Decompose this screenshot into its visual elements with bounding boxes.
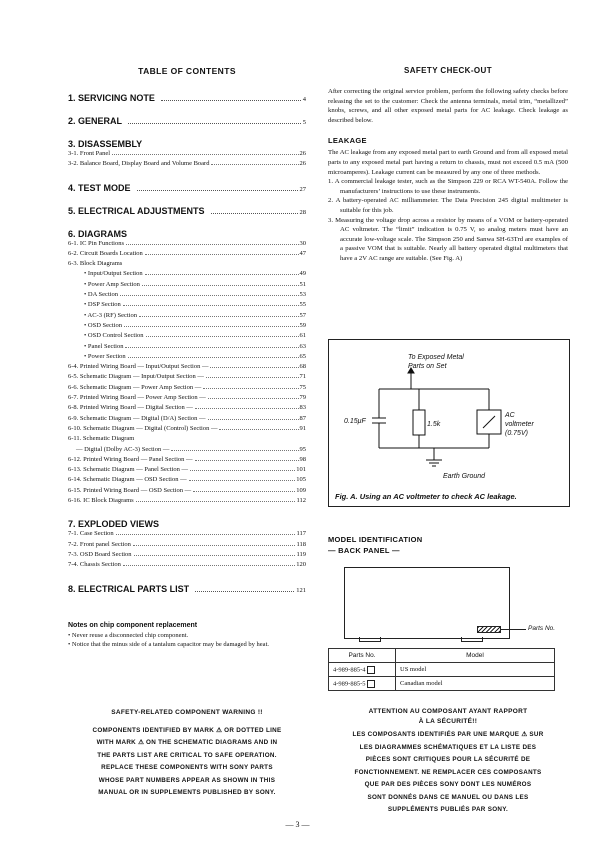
toc-entry[interactable] bbox=[68, 475, 306, 485]
toc-entry-page: 51 bbox=[299, 280, 306, 288]
toc-title: TABLE OF CONTENTS bbox=[138, 66, 236, 76]
toc-entry[interactable] bbox=[68, 403, 306, 413]
toc-entry-label: • OSD Section bbox=[84, 321, 123, 329]
safety-warning-fr-line: FONCTIONNEMENT. NE REMPLACER CES COMPOSANTS bbox=[354, 768, 542, 776]
toc-entry-label: 6-6. Schematic Diagram — Power Amp Section — bbox=[68, 383, 202, 391]
toc-entry-label: • DA Section bbox=[84, 291, 119, 299]
toc-entry-label: 6-10. Schematic Diagram — Digital (Control) Section — bbox=[68, 424, 218, 432]
safety-warning-fr-line: LES COMPOSANTS IDENTIFIÉS PAR UNE MARQUE ⚠ SUR bbox=[352, 731, 544, 738]
toc-entry-page: 109 bbox=[296, 486, 306, 494]
parts-label-sticker bbox=[477, 626, 501, 633]
fig-label-capacitor: 0.15μF bbox=[344, 418, 366, 425]
safety-warning-en-title: SAFETY-RELATED COMPONENT WARNING !! bbox=[111, 709, 263, 716]
toc-entry[interactable] bbox=[68, 239, 306, 249]
toc-entry-page: 112 bbox=[296, 497, 306, 505]
fig-label-exposed-metal: To Exposed Metal bbox=[408, 354, 464, 361]
toc-entry-page: 98 bbox=[299, 455, 306, 463]
figure-a bbox=[328, 339, 570, 507]
leakage-test-circuit bbox=[329, 340, 569, 490]
toc-entry-page: 118 bbox=[296, 540, 306, 548]
toc-entry-label: 6-1. IC Pin Functions bbox=[68, 239, 124, 247]
toc-entry-page: 101 bbox=[296, 466, 306, 474]
leakage-text: The AC leakage from any exposed metal part to earth Ground and from all exposed metal parts to any exposed metal part having a return to chassis, must not exceed 0.5 mA (500 microamperes). Leakage current can be measured by any one of three methods. bbox=[328, 149, 568, 176]
toc-entry-label: 6-8. Printed Wiring Board — Digital Section — bbox=[68, 404, 193, 412]
fig-label-earth-ground: Earth Ground bbox=[443, 473, 486, 480]
toc-section-diagrams[interactable]: 6. DIAGRAMS bbox=[68, 228, 128, 239]
toc-entry[interactable] bbox=[68, 149, 306, 159]
toc-section-disassembly[interactable]: 3. DISASSEMBLY bbox=[68, 139, 143, 149]
toc-entry-label: 6-9. Schematic Diagram — Digital (D/A) Section — bbox=[68, 414, 206, 422]
toc-entry-label: 3-2. Balance Board, Display Board and Volume Board bbox=[68, 160, 210, 168]
safety-warning-en-line: MANUAL OR IN SUPPLEMENTS PUBLISHED BY SONY. bbox=[98, 789, 276, 796]
safety-warning-en bbox=[68, 707, 306, 800]
safety-warning-en-line: REPLACE THESE COMPONENTS WITH SONY PARTS bbox=[101, 764, 273, 771]
leakage-title: LEAKAGE bbox=[328, 136, 367, 146]
back-panel-foot bbox=[359, 637, 381, 642]
toc-entry-label: 6-14. Schematic Diagram — OSD Section — bbox=[68, 476, 187, 484]
toc-entry[interactable] bbox=[68, 486, 306, 496]
model-table-header: Parts No. bbox=[329, 649, 396, 663]
model-part-number: 4-989-885-4 bbox=[333, 665, 366, 673]
toc-entry[interactable] bbox=[68, 372, 306, 382]
safety-checkout bbox=[328, 66, 568, 264]
toc-section-exploded-views[interactable]: 7. EXPLODED VIEWS bbox=[68, 519, 160, 530]
parts-no-callout: Parts No. bbox=[528, 625, 556, 632]
toc-entry[interactable] bbox=[68, 280, 306, 290]
toc-entry-page: 59 bbox=[299, 321, 306, 329]
chip-notes-title: Notes on chip component replacement bbox=[68, 621, 198, 629]
safety-warning-fr-line: SUPPLÉMENTS PUBLIÉS PAR SONY. bbox=[387, 806, 509, 813]
toc-entry-page: 87 bbox=[299, 414, 306, 422]
toc-entry-label: 6-2. Circuit Boards Location bbox=[68, 249, 143, 257]
toc-entry[interactable] bbox=[68, 455, 306, 465]
toc-entry[interactable] bbox=[68, 331, 306, 341]
table-row bbox=[329, 677, 555, 691]
safety-warning-fr-line: PIÈCES SONT CRITIQUES POUR LA SÉCURITÉ DE bbox=[365, 756, 531, 763]
model-id-title: MODEL IDENTIFICATION bbox=[328, 535, 423, 544]
leakage-method-item: 1. A commercial leakage tester, such as the Simpson 229 or RCA WT-540A. Follow the manufacturers’ instructions to use these instruments. bbox=[328, 178, 568, 195]
leakage-methods bbox=[328, 177, 568, 263]
toc-entry-page: 26 bbox=[299, 160, 306, 168]
fig-label-resistor: 1.5k bbox=[427, 421, 441, 428]
toc-section-test-mode[interactable]: 4. TEST MODE 27 bbox=[68, 182, 306, 193]
safety-warning-fr-line: LES DIAGRAMMES SCHÉMATIQUES ET LA LISTE DES bbox=[359, 743, 537, 751]
toc-entry[interactable] bbox=[68, 540, 306, 550]
safety-checkout-title: SAFETY CHECK-OUT bbox=[403, 66, 493, 75]
chip-notes bbox=[68, 622, 306, 650]
safety-warning-en-line: WITH MARK ⚠ ON THE SCHEMATIC DIAGRAMS AND IN bbox=[96, 739, 278, 746]
toc-entry-page: 91 bbox=[299, 424, 306, 432]
toc-exploded-list bbox=[68, 529, 306, 570]
toc-entry-label: • AC-3 (RF) Section bbox=[84, 311, 138, 319]
back-panel-foot bbox=[461, 637, 483, 642]
toc-entry[interactable] bbox=[68, 496, 306, 506]
toc-entry-label: 6-3. Block Diagrams bbox=[68, 260, 123, 268]
toc-entry-page: 68 bbox=[299, 363, 306, 371]
toc-entry[interactable] bbox=[68, 290, 306, 300]
toc-entry[interactable] bbox=[68, 259, 306, 269]
toc-entry[interactable] bbox=[68, 445, 306, 455]
toc-entry[interactable] bbox=[68, 362, 306, 372]
toc-section-electrical-parts-list[interactable]: 8. ELECTRICAL PARTS LIST 121 bbox=[68, 583, 306, 594]
toc-entry[interactable] bbox=[68, 249, 306, 259]
figure-a-caption: Fig. A. Using an AC voltmeter to check AC leakage. bbox=[335, 492, 517, 501]
checkbox-icon bbox=[367, 666, 375, 674]
toc-entry-page: 30 bbox=[299, 239, 306, 247]
toc-entry[interactable] bbox=[68, 321, 306, 331]
toc-entry[interactable] bbox=[68, 414, 306, 424]
parts-no-pointer bbox=[500, 629, 526, 630]
toc-entry-page: 26 bbox=[299, 150, 306, 157]
toc-entry-page: 55 bbox=[299, 301, 306, 309]
toc-disassembly-list bbox=[68, 149, 306, 170]
model-part-number: 4-989-885-5 bbox=[333, 679, 366, 687]
model-id-subtitle: — BACK PANEL — bbox=[328, 546, 400, 555]
toc-entry-label: 6-5. Schematic Diagram — Input/Output Section — bbox=[68, 373, 204, 381]
toc-entry-label: 6-7. Printed Wiring Board — Power Amp Section — bbox=[68, 394, 206, 402]
fig-label-meter-3: (0.75V) bbox=[505, 430, 528, 437]
toc-entry[interactable] bbox=[68, 159, 306, 169]
toc-entry[interactable] bbox=[68, 269, 306, 279]
leakage-method-item: 2. A battery-operated AC milliammeter. The Data Precision 245 digital multimeter is suitable for this job. bbox=[328, 197, 568, 214]
toc-entry[interactable] bbox=[68, 352, 306, 362]
toc-section-general[interactable]: 2. GENERAL 5 bbox=[68, 116, 306, 126]
toc-entry-page: 95 bbox=[299, 445, 306, 453]
toc-entry-page: 120 bbox=[296, 561, 306, 569]
toc-entry-label: • Input/Output Section bbox=[84, 270, 143, 278]
fig-label-meter-1: AC bbox=[505, 412, 515, 419]
toc-entry-page: 61 bbox=[299, 332, 306, 340]
toc-entry-page: 117 bbox=[296, 530, 306, 538]
toc-entry-label: • Panel Section bbox=[84, 342, 124, 350]
page-number: — 3 — bbox=[285, 820, 310, 829]
fig-label-meter-2: voltmeter bbox=[505, 421, 534, 428]
chip-note-item: • Never reuse a disconnected chip component. bbox=[68, 631, 189, 639]
back-panel-drawing bbox=[344, 567, 510, 639]
toc-entry-label: 7-3. OSD Board Section bbox=[68, 550, 132, 558]
chip-note-item: • Notice that the minus side of a tantalum capacitor may be damaged by heat. bbox=[68, 641, 269, 648]
table-row bbox=[329, 663, 555, 677]
toc-entry[interactable] bbox=[68, 529, 306, 539]
model-identification bbox=[328, 535, 422, 555]
safety-warning-en-line: THE PARTS LIST ARE CRITICAL TO SAFE OPERATION. bbox=[97, 751, 277, 759]
toc-entry[interactable] bbox=[68, 434, 306, 444]
toc-section-electrical-adjustments[interactable]: 5. ELECTRICAL ADJUSTMENTS 28 bbox=[68, 205, 306, 216]
safety-warning-fr-subtitle: À LA SÉCURITÉ!! bbox=[418, 718, 478, 725]
safety-warning-en-line: WHOSE PART NUMBERS APPEAR AS SHOWN IN THIS bbox=[98, 776, 276, 784]
toc-entry-label: 6-15. Printed Wiring Board — OSD Section — bbox=[68, 486, 192, 494]
toc-entry-label: • DSP Section bbox=[84, 301, 121, 309]
toc-entry-page: 75 bbox=[299, 383, 306, 391]
toc-entry-page: 71 bbox=[299, 373, 306, 381]
toc-entry-page: 49 bbox=[299, 270, 306, 278]
toc-entry-page: 53 bbox=[299, 291, 306, 299]
toc-entry-page: 105 bbox=[296, 476, 306, 484]
fig-label-parts-on-set: Parts on Set bbox=[408, 363, 447, 370]
model-name: Canadian model bbox=[396, 677, 555, 691]
toc-entry-page: 57 bbox=[299, 311, 306, 319]
toc-entry[interactable] bbox=[68, 424, 306, 434]
toc-entry-label: 3-1. Front Panel bbox=[68, 150, 111, 157]
toc-entry[interactable] bbox=[68, 393, 306, 403]
toc-entry-label: 6-11. Schematic Diagram bbox=[68, 435, 135, 443]
toc-entry-label: 7-1. Case Section bbox=[68, 530, 114, 538]
safety-warning-en-line: COMPONENTS IDENTIFIED BY MARK ⚠ OR DOTTED LINE bbox=[92, 726, 282, 734]
toc-entry[interactable] bbox=[68, 550, 306, 560]
toc-entry-label: — Digital (Dolby AC-3) Section — bbox=[76, 445, 170, 453]
model-table bbox=[328, 648, 555, 691]
toc-entry-page: 79 bbox=[299, 394, 306, 402]
toc-entry-label: 6-4. Printed Wiring Board — Input/Output Section — bbox=[68, 363, 209, 371]
table-of-contents bbox=[68, 66, 306, 650]
toc-entry-page: 63 bbox=[299, 342, 306, 350]
toc-entry-page: 47 bbox=[299, 249, 306, 257]
toc-diagrams-list bbox=[68, 239, 306, 507]
toc-entry[interactable] bbox=[68, 383, 306, 393]
toc-entry[interactable] bbox=[68, 311, 306, 321]
safety-checkout-intro: After correcting the original service problem, perform the following safety checks before releasing the set to the customer: Check the antenna terminals, metal trim, “metallized” knobs, screws, and all other exposed metal parts for AC leakage. Check leakage as described below. bbox=[328, 88, 568, 124]
model-table-header: Model bbox=[396, 649, 555, 663]
toc-section-servicing-note[interactable]: 1. SERVICING NOTE 4 bbox=[68, 93, 306, 103]
leakage-method-item: 3. Measuring the voltage drop across a resistor by means of a VOM or battery-operated AC voltmeter. The “limit” indication is 0.75 V, so analog meters must have an accurate low-voltage scale. The Simpson 250 and Sanwa SH-63Trd are examples of a passive VOM that is suitable. Nearly all battery operated digital multimeters that have a 2V AC range are suitable. (See Fig. A) bbox=[328, 216, 568, 262]
toc-entry-label: 6-16. IC Block Diagrams bbox=[68, 497, 134, 505]
toc-entry-label: • Power Amp Section bbox=[84, 280, 140, 288]
safety-warning-fr-line: QUE PAR DES PIÈCES SONY DONT LES NUMÉROS bbox=[364, 781, 532, 788]
toc-entry[interactable] bbox=[68, 300, 306, 310]
safety-warning-fr bbox=[328, 707, 568, 817]
toc-entry[interactable] bbox=[68, 560, 306, 570]
toc-entry-label: • Power Section bbox=[84, 352, 126, 360]
toc-entry-page: 83 bbox=[299, 404, 306, 412]
toc-entry-label: • OSD Control Section bbox=[84, 332, 144, 340]
toc-entry-page: 119 bbox=[296, 550, 306, 558]
safety-warning-fr-line: SONT DONNÉS DANS CE MANUEL OU DANS LES bbox=[367, 793, 529, 801]
toc-entry-label: 6-12. Printed Wiring Board — Panel Section — bbox=[68, 455, 193, 463]
model-name: US model bbox=[396, 663, 555, 677]
toc-entry-label: 7-4. Chassis Section bbox=[68, 561, 121, 569]
safety-warning-fr-title: ATTENTION AU COMPOSANT AYANT RAPPORT bbox=[368, 708, 528, 715]
toc-entry[interactable] bbox=[68, 465, 306, 475]
toc-entry[interactable] bbox=[68, 342, 306, 352]
toc-entry-page: 65 bbox=[299, 352, 306, 360]
toc-entry-label: 6-13. Schematic Diagram — Panel Section — bbox=[68, 466, 189, 474]
checkbox-icon bbox=[367, 680, 375, 688]
toc-entry-label: 7-2. Front panel Section bbox=[68, 540, 131, 548]
